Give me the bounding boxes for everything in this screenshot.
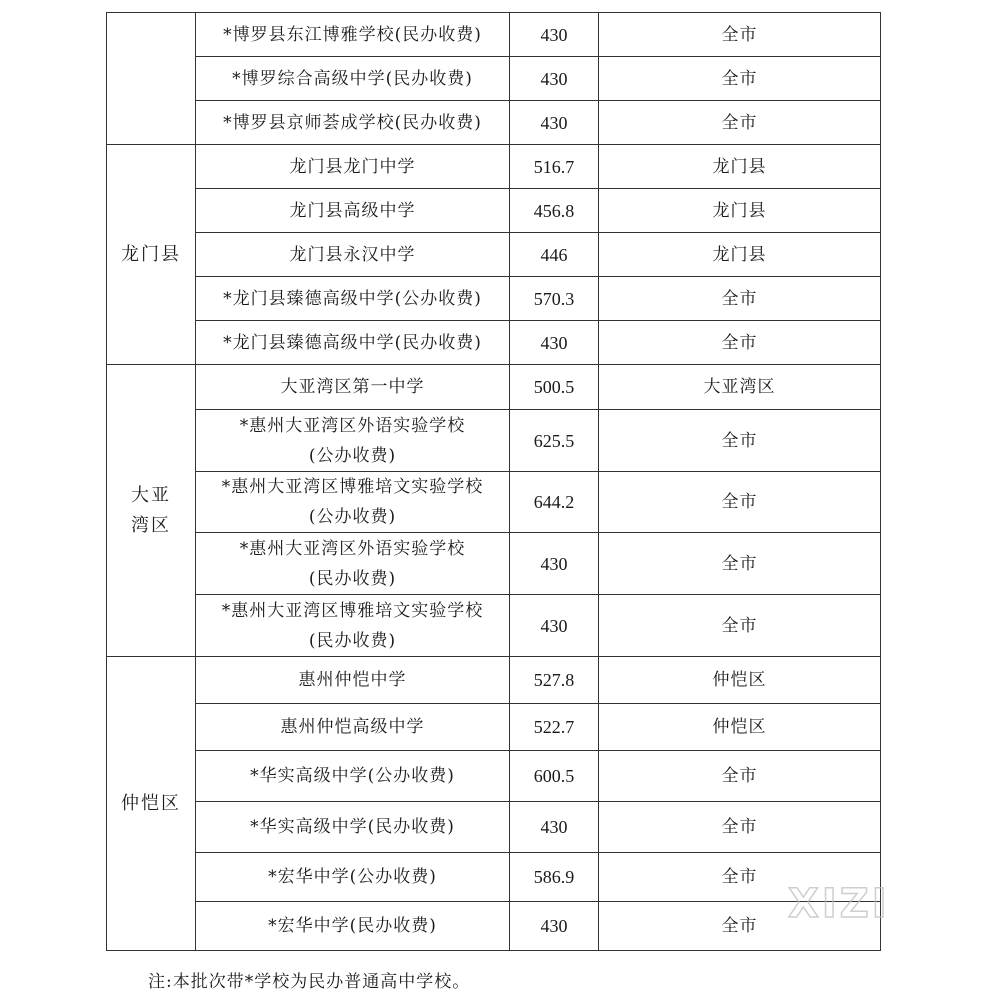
school-name-line: *惠州大亚湾区博雅培文实验学校: [221, 477, 484, 497]
admission-area-cell: 龙门县: [599, 145, 881, 189]
table-row: [107, 189, 881, 233]
admission-area-cell: 龙门县: [599, 233, 881, 277]
admission-score-table: [106, 12, 881, 951]
table-row: [107, 802, 881, 853]
score-cell: 500.5: [510, 365, 599, 410]
score-cell: 430: [510, 595, 599, 657]
school-name-line: *龙门县臻德高级中学(公办收费): [223, 288, 482, 309]
footnote: 注:本批次带*学校为民办普通高中学校。: [148, 972, 471, 992]
school-name-line: *华实高级中学(民办收费): [250, 817, 455, 837]
score-cell: 586.9: [510, 853, 599, 902]
table-row: [107, 533, 881, 595]
table-row: [107, 277, 881, 321]
score-cell: 644.2: [510, 472, 599, 533]
school-name-cell: [196, 233, 510, 277]
school-name-line: 龙门县高级中学: [289, 200, 416, 221]
school-name-cell: [196, 145, 510, 189]
table-row: [107, 13, 881, 57]
school-name-line: 龙门县永汉中学: [289, 244, 416, 265]
table-row: [107, 145, 881, 189]
school-name-line: *惠州大亚湾区外语实验学校: [239, 538, 466, 559]
score-cell: 600.5: [510, 751, 599, 802]
table-row: [107, 410, 881, 472]
school-name-line: *宏华中学(民办收费): [268, 916, 437, 936]
score-cell: 430: [510, 321, 599, 365]
school-name-line: *宏华中学(公办收费): [268, 867, 437, 887]
school-name-line: *龙门县臻德高级中学(民办收费): [223, 332, 482, 353]
table-row: [107, 57, 881, 101]
district-cell: 龙门县: [107, 145, 196, 365]
school-name-cell: [196, 277, 510, 321]
admission-area-cell: 全市: [599, 101, 881, 145]
school-name-cell: [196, 57, 510, 101]
table-row: [107, 751, 881, 802]
table-row: [107, 365, 881, 410]
table-row: [107, 472, 881, 533]
admission-area-cell: 全市: [599, 277, 881, 321]
table-row: [107, 704, 881, 751]
school-name-line: 龙门县龙门中学: [289, 156, 416, 177]
school-name-cell: [196, 533, 510, 595]
score-cell: 446: [510, 233, 599, 277]
score-cell: 516.7: [510, 145, 599, 189]
score-cell: 456.8: [510, 189, 599, 233]
school-name-line: 惠州仲恺高级中学: [280, 717, 425, 737]
admission-area-cell: 全市: [599, 802, 881, 853]
school-name-line: (民办收费): [308, 568, 397, 589]
school-name-line: *华实高级中学(公办收费): [250, 766, 455, 786]
school-name-cell: [196, 410, 510, 472]
school-name-cell: [196, 902, 510, 951]
admission-area-cell: 龙门县: [599, 189, 881, 233]
school-name-cell: [196, 365, 510, 410]
admission-area-cell: 全市: [599, 321, 881, 365]
school-name-cell: [196, 657, 510, 704]
school-name-line: *博罗县京师荟成学校(民办收费): [223, 112, 482, 133]
school-name-cell: [196, 321, 510, 365]
school-name-cell: [196, 472, 510, 533]
score-cell: 430: [510, 57, 599, 101]
school-name-line: (公办收费): [308, 445, 397, 466]
table-row: [107, 595, 881, 657]
score-cell: 430: [510, 533, 599, 595]
table-row: [107, 321, 881, 365]
admission-area-cell: 全市: [599, 13, 881, 57]
table-row: [107, 657, 881, 704]
district-cell: 仲恺区: [107, 657, 196, 951]
district-cell: [107, 13, 196, 145]
school-name-line: 惠州仲恺中学: [298, 670, 407, 690]
school-name-cell: [196, 802, 510, 853]
admission-area-cell: 全市: [599, 751, 881, 802]
score-cell: 430: [510, 802, 599, 853]
score-cell: 570.3: [510, 277, 599, 321]
table-row: [107, 101, 881, 145]
admission-area-cell: 全市: [599, 595, 881, 657]
school-name-cell: [196, 595, 510, 657]
admission-area-cell: 全市: [599, 853, 881, 902]
school-name-cell: [196, 704, 510, 751]
score-cell: 430: [510, 902, 599, 951]
admission-area-cell: 全市: [599, 57, 881, 101]
admission-area-cell: 仲恺区: [599, 657, 881, 704]
table-body: [107, 13, 881, 951]
district-cell: 大亚湾区: [107, 365, 196, 657]
score-cell: 527.8: [510, 657, 599, 704]
school-name-line: *惠州大亚湾区博雅培文实验学校: [221, 600, 484, 621]
school-name-cell: [196, 189, 510, 233]
score-cell: 522.7: [510, 704, 599, 751]
school-name-line: (民办收费): [308, 630, 397, 651]
watermark-logo: XIZI: [788, 881, 890, 927]
school-name-line: 大亚湾区第一中学: [280, 377, 425, 397]
score-cell: 430: [510, 101, 599, 145]
score-cell: 625.5: [510, 410, 599, 472]
admission-area-cell: 仲恺区: [599, 704, 881, 751]
school-name-line: (公办收费): [308, 507, 397, 527]
school-name-line: *惠州大亚湾区外语实验学校: [239, 415, 466, 436]
school-name-cell: [196, 751, 510, 802]
table-row: [107, 902, 881, 951]
school-name-cell: [196, 101, 510, 145]
table-row: [107, 233, 881, 277]
school-name-cell: [196, 853, 510, 902]
admission-area-cell: 全市: [599, 902, 881, 951]
admission-area-cell: 全市: [599, 410, 881, 472]
school-name-line: *博罗县东江博雅学校(民办收费): [223, 24, 482, 45]
school-name-cell: [196, 13, 510, 57]
admission-area-cell: 全市: [599, 472, 881, 533]
admission-area-cell: 大亚湾区: [599, 365, 881, 410]
table-row: [107, 853, 881, 902]
admission-area-cell: 全市: [599, 533, 881, 595]
score-cell: 430: [510, 13, 599, 57]
school-name-line: *博罗综合高级中学(民办收费): [232, 68, 473, 89]
